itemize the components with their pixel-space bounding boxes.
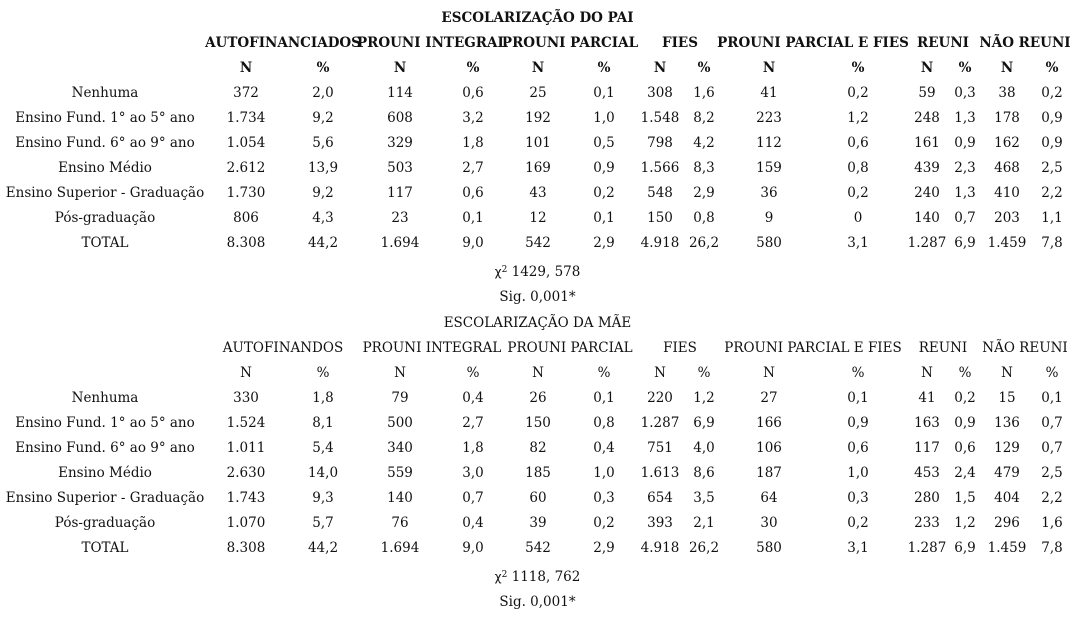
table-cell: 3,2	[462, 110, 484, 126]
subheader-cell: %	[1045, 365, 1059, 381]
table-cell: 8,3	[693, 160, 715, 176]
subheader-cell: %	[466, 365, 480, 381]
row-label: Ensino Fund. 1° ao 5° ano	[15, 110, 195, 126]
table-cell: 0,1	[593, 210, 615, 226]
table-cell: 548	[647, 185, 673, 201]
table-cell: 2,9	[593, 235, 615, 251]
table-cell: 6,9	[954, 540, 976, 556]
table-cell: 9	[764, 210, 774, 226]
table-cell: 82	[529, 440, 547, 456]
table-cell: 8,2	[693, 110, 715, 126]
table-cell: 14,0	[307, 465, 339, 481]
table-cell: 0,2	[593, 185, 615, 201]
table-cell: 1.694	[380, 235, 420, 251]
table-cell: 453	[914, 465, 940, 481]
table-cell: 0,2	[593, 515, 615, 531]
table-cell: 1.287	[907, 235, 947, 251]
table-cell: 296	[994, 515, 1020, 531]
table-cell: 163	[914, 415, 940, 431]
table-cell: 13,9	[307, 160, 339, 176]
table-cell: 0,6	[954, 440, 976, 456]
table-cell: 44,2	[307, 540, 339, 556]
table-cell: 3,5	[693, 490, 715, 506]
row-label: Pós-graduação	[54, 210, 156, 226]
table-row	[0, 463, 1075, 483]
table-cell: 9,0	[462, 235, 484, 251]
table-row	[0, 438, 1075, 458]
table-cell: 41	[760, 85, 778, 101]
group-header: AUTOFINANCIADOS	[205, 35, 361, 51]
subheader-cell: N	[921, 365, 933, 381]
table-cell: 308	[647, 85, 673, 101]
table-cell: 0,6	[462, 85, 484, 101]
chi-symbol: χ	[494, 265, 502, 279]
table-cell: 203	[994, 210, 1020, 226]
group-header-row	[0, 338, 1075, 358]
table-cell: 0,2	[1041, 85, 1063, 101]
table-cell: 0,1	[593, 85, 615, 101]
table-cell: 26,2	[688, 235, 720, 251]
subheader-cell: N	[1000, 60, 1014, 76]
table-cell: 0,8	[693, 210, 715, 226]
table-cell: 220	[647, 390, 673, 406]
table-cell: 2,4	[954, 465, 976, 481]
table-cell: 1.459	[987, 235, 1027, 251]
chi-symbol: χ	[494, 570, 502, 584]
table-cell: 0,7	[462, 490, 484, 506]
table-row	[0, 513, 1075, 533]
table-cell: 192	[525, 110, 551, 126]
table-cell: 0,9	[1041, 135, 1063, 151]
group-header: PROUNI PARCIAL	[501, 35, 639, 51]
table-cell: 1.730	[226, 185, 266, 201]
table-cell: 1.694	[380, 540, 420, 556]
table-cell: 185	[525, 465, 551, 481]
subheader-cell: N	[762, 60, 776, 76]
table-cell: 1,6	[693, 85, 715, 101]
group-header: NÃO REUNI	[982, 340, 1068, 356]
table-cell: 0,1	[1041, 390, 1063, 406]
table-cell: 7,8	[1041, 540, 1063, 556]
subheader-cell: %	[697, 365, 711, 381]
table-cell: 159	[756, 160, 782, 176]
chi-square-stat	[0, 567, 1075, 589]
table-cell: 2,7	[462, 160, 484, 176]
subheader-cell: %	[851, 60, 865, 76]
table-cell: 0,3	[847, 490, 869, 506]
table-cell: 0,2	[847, 85, 869, 101]
table-cell: 559	[387, 465, 413, 481]
table-cell: 5,4	[312, 440, 334, 456]
table-cell: 0,9	[954, 415, 976, 431]
group-header: REUNI	[918, 340, 968, 356]
table-cell: 44,2	[307, 235, 339, 251]
table-cell: 542	[525, 235, 551, 251]
table-cell: 393	[647, 515, 673, 531]
row-label: Ensino Médio	[58, 465, 152, 481]
table-cell: 0,9	[593, 160, 615, 176]
table-cell: 1,2	[693, 390, 715, 406]
table-cell: 0,9	[1041, 110, 1063, 126]
table-cell: 654	[647, 490, 673, 506]
table-cell: 0,1	[593, 390, 615, 406]
subheader-row	[0, 58, 1075, 78]
table-cell: 0,7	[1041, 440, 1063, 456]
group-header: AUTOFINANDOS	[222, 340, 344, 356]
table-cell: 9,2	[312, 185, 334, 201]
table-cell: 2,1	[693, 515, 715, 531]
table-cell: 101	[525, 135, 551, 151]
table-cell: 2,9	[593, 540, 615, 556]
table-cell: 1,3	[954, 185, 976, 201]
subheader-cell: %	[958, 60, 972, 76]
table-cell: 0,4	[462, 390, 484, 406]
table-cell: 1.734	[226, 110, 266, 126]
row-label: Nenhuma	[71, 390, 139, 406]
table-cell: 161	[914, 135, 940, 151]
table-cell: 1.743	[226, 490, 266, 506]
table-row	[0, 388, 1075, 408]
table-cell: 2.612	[226, 160, 266, 176]
table-cell: 8.308	[226, 540, 266, 556]
table-cell: 79	[391, 390, 409, 406]
table-cell: 117	[387, 185, 413, 201]
table-cell: 0,4	[462, 515, 484, 531]
subheader-cell: %	[466, 60, 480, 76]
chi-square-stat	[0, 262, 1075, 284]
subheader-cell: %	[316, 60, 330, 76]
table-cell: 9,3	[312, 490, 334, 506]
group-header: PROUNI INTEGRAL	[357, 35, 507, 51]
table-cell: 410	[994, 185, 1020, 201]
table-cell: 580	[756, 235, 782, 251]
table-row	[0, 208, 1075, 228]
table-cell: 129	[994, 440, 1020, 456]
subheader-cell: N	[532, 365, 544, 381]
subheader-cell: N	[240, 365, 252, 381]
table-cell: 23	[391, 210, 409, 226]
table-cell: 7,8	[1041, 235, 1063, 251]
group-header-row	[0, 33, 1075, 53]
table-cell: 1,0	[593, 465, 615, 481]
table-cell: 136	[994, 415, 1020, 431]
table-cell: 798	[647, 135, 673, 151]
table-cell: 4,0	[693, 440, 715, 456]
table-cell: 4,3	[312, 210, 334, 226]
table-cell: 38	[998, 85, 1016, 101]
table-cell: 15	[998, 390, 1016, 406]
table-cell: 806	[233, 210, 259, 226]
table-cell: 0,2	[847, 185, 869, 201]
table-cell: 500	[387, 415, 413, 431]
table-cell: 1,6	[1041, 515, 1063, 531]
table-cell: 2,5	[1041, 465, 1063, 481]
table-cell: 0,6	[847, 440, 869, 456]
subheader-cell: %	[597, 365, 611, 381]
table-cell: 1.566	[640, 160, 680, 176]
table-cell: 1,2	[847, 110, 869, 126]
table-cell: 25	[529, 85, 547, 101]
table-cell: 479	[994, 465, 1020, 481]
table-cell: 0,3	[593, 490, 615, 506]
table-cell: 140	[914, 210, 940, 226]
table-cell: 59	[918, 85, 936, 101]
subheader-cell: N	[393, 60, 407, 76]
group-header: REUNI	[917, 35, 969, 51]
table-cell: 248	[914, 110, 940, 126]
table-cell: 169	[525, 160, 551, 176]
table-row	[0, 413, 1075, 433]
table-cell: 1,3	[954, 110, 976, 126]
table-cell: 330	[233, 390, 259, 406]
subheader-cell: %	[851, 365, 865, 381]
table-cell: 340	[387, 440, 413, 456]
subheader-cell: N	[394, 365, 406, 381]
row-label: Ensino Médio	[58, 160, 152, 176]
table-cell: 8,6	[693, 465, 715, 481]
group-header: FIES	[662, 35, 698, 51]
table-cell: 178	[994, 110, 1020, 126]
table-cell: 150	[525, 415, 551, 431]
table-cell: 1.054	[226, 135, 266, 151]
subheader-cell: %	[697, 60, 711, 76]
chi-exponent: 2	[501, 570, 508, 580]
table-cell: 114	[387, 85, 413, 101]
table-cell: 5,7	[312, 515, 334, 531]
table-cell: 1,5	[954, 490, 976, 506]
table-cell: 0	[853, 210, 863, 226]
table-cell: 1,0	[593, 110, 615, 126]
table-cell: 0,7	[954, 210, 976, 226]
table-cell: 1,8	[462, 440, 484, 456]
table-cell: 106	[756, 440, 782, 456]
table-title: ESCOLARIZAÇÃO DO PAI	[441, 10, 634, 26]
table-row	[0, 183, 1075, 203]
row-label: Ensino Superior - Graduação	[5, 185, 205, 201]
table-cell: 60	[529, 490, 547, 506]
subheader-cell: N	[653, 60, 667, 76]
table-cell: 608	[387, 110, 413, 126]
subheader-cell: N	[531, 60, 545, 76]
group-header: FIES	[663, 340, 697, 356]
row-label: Pós-graduação	[54, 515, 156, 531]
table-cell: 3,1	[847, 540, 869, 556]
table-cell: 580	[756, 540, 782, 556]
chi-value: 1118, 762	[511, 569, 581, 585]
table-cell: 2,2	[1041, 185, 1063, 201]
table-cell: 8,1	[312, 415, 334, 431]
group-header: PROUNI PARCIAL	[507, 340, 633, 356]
table-row	[0, 538, 1075, 558]
subheader-cell: N	[763, 365, 775, 381]
table-row	[0, 133, 1075, 153]
table-cell: 1.524	[226, 415, 266, 431]
row-label: Nenhuma	[71, 85, 139, 101]
table-cell: 2,2	[1041, 490, 1063, 506]
table-cell: 117	[914, 440, 940, 456]
subheader-cell: N	[654, 365, 666, 381]
table-cell: 187	[756, 465, 782, 481]
subheader-cell: %	[597, 60, 611, 76]
table-cell: 0,2	[847, 515, 869, 531]
row-label: TOTAL	[81, 235, 129, 251]
chi-value: 1429, 578	[511, 264, 581, 280]
group-header: PROUNI PARCIAL E FIES	[724, 340, 902, 356]
table-cell: 43	[529, 185, 547, 201]
table-cell: 468	[994, 160, 1020, 176]
table-cell: 2,7	[462, 415, 484, 431]
subheader-cell: %	[316, 365, 330, 381]
table-cell: 166	[756, 415, 782, 431]
table-cell: 233	[914, 515, 940, 531]
significance: Sig. 0,001*	[499, 594, 576, 610]
subheader-cell: %	[958, 365, 972, 381]
row-label: TOTAL	[81, 540, 129, 556]
table-cell: 6,9	[693, 415, 715, 431]
table-cell: 1.548	[640, 110, 680, 126]
row-label: Ensino Superior - Graduação	[5, 490, 205, 506]
table-cell: 162	[994, 135, 1020, 151]
table-cell: 64	[760, 490, 778, 506]
table-cell: 0,1	[847, 390, 869, 406]
table-cell: 1.613	[640, 465, 680, 481]
table-cell: 0,2	[954, 390, 976, 406]
table-cell: 2,3	[954, 160, 976, 176]
significance: Sig. 0,001*	[499, 289, 576, 305]
table-cell: 0,9	[847, 415, 869, 431]
table-cell: 3,1	[847, 235, 869, 251]
row-label: Ensino Fund. 1° ao 5° ano	[15, 415, 195, 431]
table-cell: 0,6	[847, 135, 869, 151]
table-cell: 0,8	[847, 160, 869, 176]
table-cell: 404	[994, 490, 1020, 506]
table-cell: 4,2	[693, 135, 715, 151]
chi-exponent: 2	[501, 265, 508, 275]
table-cell: 150	[647, 210, 673, 226]
table-cell: 2,9	[693, 185, 715, 201]
table-cell: 2,5	[1041, 160, 1063, 176]
table-cell: 542	[525, 540, 551, 556]
table-cell: 1.459	[987, 540, 1027, 556]
row-label: Ensino Fund. 6° ao 9° ano	[15, 135, 195, 151]
table-cell: 1.287	[907, 540, 947, 556]
table-cell: 140	[387, 490, 413, 506]
table-cell: 1,0	[847, 465, 869, 481]
table-cell: 0,6	[462, 185, 484, 201]
table-cell: 2,0	[312, 85, 334, 101]
table-cell: 439	[914, 160, 940, 176]
table-cell: 223	[756, 110, 782, 126]
table-cell: 1.287	[640, 415, 680, 431]
table-cell: 26,2	[688, 540, 720, 556]
table-title: ESCOLARIZAÇÃO DA MÃE	[443, 315, 632, 331]
table-cell: 0,7	[1041, 415, 1063, 431]
table-cell: 503	[387, 160, 413, 176]
row-label: Ensino Fund. 6° ao 9° ano	[15, 440, 195, 456]
table-cell: 27	[760, 390, 778, 406]
table-cell: 280	[914, 490, 940, 506]
table-row	[0, 83, 1075, 103]
table-cell: 2.630	[226, 465, 266, 481]
table-cell: 3,0	[462, 465, 484, 481]
table-cell: 1,8	[462, 135, 484, 151]
subheader-row	[0, 363, 1075, 383]
table-cell: 1.011	[226, 440, 266, 456]
table-cell: 12	[529, 210, 547, 226]
table-cell: 372	[233, 85, 259, 101]
table-cell: 76	[391, 515, 409, 531]
subheader-cell: %	[1045, 60, 1059, 76]
table-cell: 1,8	[312, 390, 334, 406]
table-row	[0, 108, 1075, 128]
group-header: PROUNI PARCIAL E FIES	[717, 35, 909, 51]
table-cell: 0,8	[593, 415, 615, 431]
table-cell: 0,9	[954, 135, 976, 151]
table-cell: 30	[760, 515, 778, 531]
table-cell: 4.918	[640, 540, 680, 556]
table-cell: 9,0	[462, 540, 484, 556]
group-header: NÃO REUNI	[979, 35, 1071, 51]
table-cell: 8.308	[226, 235, 266, 251]
table-cell: 329	[387, 135, 413, 151]
table-cell: 39	[529, 515, 547, 531]
table-cell: 0,1	[462, 210, 484, 226]
table-cell: 26	[529, 390, 547, 406]
table-cell: 36	[760, 185, 778, 201]
table-cell: 0,3	[954, 85, 976, 101]
table-cell: 0,4	[593, 440, 615, 456]
table-cell: 240	[914, 185, 940, 201]
table-cell: 0,5	[593, 135, 615, 151]
table-row	[0, 233, 1075, 253]
table-cell: 112	[756, 135, 782, 151]
subheader-cell: N	[1001, 365, 1013, 381]
table-cell: 1,2	[954, 515, 976, 531]
subheader-cell: N	[920, 60, 934, 76]
table-cell: 1,1	[1041, 210, 1063, 226]
subheader-cell: N	[239, 60, 253, 76]
table-cell: 9,2	[312, 110, 334, 126]
group-header: PROUNI INTEGRAL	[362, 340, 502, 356]
table-row	[0, 488, 1075, 508]
table-cell: 6,9	[954, 235, 976, 251]
table-cell: 751	[647, 440, 673, 456]
table-row	[0, 158, 1075, 178]
table-cell: 5,6	[312, 135, 334, 151]
table-cell: 1.070	[226, 515, 266, 531]
table-cell: 4.918	[640, 235, 680, 251]
table-cell: 41	[918, 390, 936, 406]
